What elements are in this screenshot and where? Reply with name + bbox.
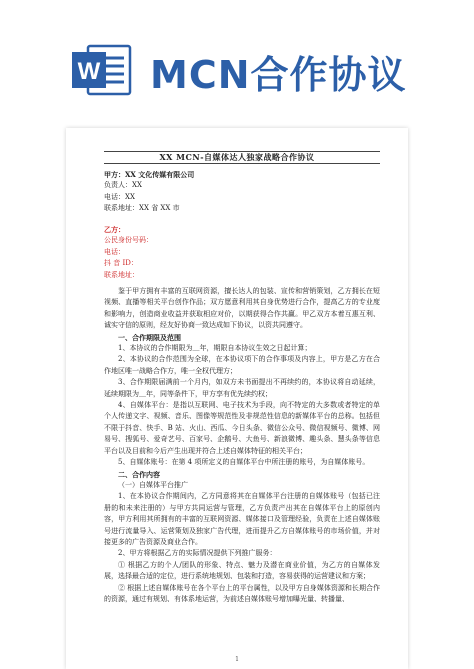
clause-1-2: 2、本协议的合作范围为全球，在本协议项下的合作事项及内容上，甲方是乙方在合作地区唯一战略合作方，唯一全权代理方；	[104, 355, 380, 375]
section-1-title: 一、合作期限及范围	[118, 332, 181, 342]
party-a-address: 联系地址：XX 省 XX 市	[104, 204, 180, 213]
contract-body	[104, 286, 380, 605]
party-b-id: 公民身份号码：	[104, 236, 153, 245]
clause-1-5: 5、自媒体账号：在第 4 项所定义的自媒体平台中所注册的账号，为自媒体账号。	[118, 458, 370, 467]
party-a-name: 甲方：XX 文化传媒有限公司	[104, 170, 195, 179]
svg-text:W: W	[77, 58, 101, 85]
banner-title: MCN合作协议	[150, 53, 407, 97]
title-rule	[104, 163, 380, 164]
word-document-icon	[70, 42, 134, 98]
clause-2-2-a: ① 根据乙方的个人/团队的形象、特点、魅力及潜在商业价值，为乙方的自媒体发展，选择最合适的定位，进行系统地规划、包装和打造，容易获得的运营建议和方案；	[104, 560, 380, 581]
document-title: XX MCN-自媒体达人独家战略合作协议	[159, 152, 315, 162]
section-2-subtitle: （一）自媒体平台推广	[118, 480, 188, 489]
party-a-phone: 电话：XX	[104, 192, 135, 201]
preamble: 鉴于甲方拥有丰富的互联网资源，擅长达人的包装、宣传和营销策划，乙方拥长在短视频、直播等相关平台创作作品；双方愿意利用其自身优势进行合作，提高乙方的专业度和影响力，创造商业收益并获取相应对价，以期获得合作共赢。甲乙双方本着互惠互利、诚实守信的原则，经友好协商一致达成如下协议，以资共同遵守。	[104, 287, 380, 330]
header-banner	[0, 0, 474, 110]
section-2-title: 二、合作内容	[118, 469, 160, 479]
clause-1-1: 1、本协议的合作期限为＿年，期限自本协议生效之日起计算；	[118, 344, 312, 353]
party-a-block	[104, 169, 380, 215]
clause-1-3: 3、合作期限届满前一个月内，如双方未书面提出不再续约的，本协议将自动延续，延续期限为＿年，同等条件下，甲方享有优先续约权；	[104, 378, 380, 398]
clause-1-4: 4、自媒体平台：是指以互联网、电子技术为手段，向不特定的大多数或者特定的单个人传递文字、视频、音乐、图像等规范性及非规范性信息的新媒体平台的总称。包括但不限于抖音、快手、B 站、火山、西瓜、今日头条、微信公众号、微信视频号、微博、网易号、搜狐号、爱奇艺号、百家号、企鹅号、大鱼号、新浪微博、趣头条、慧头条等信息平台以及目前和今后产生出现并符合上述自媒体特征的相关平台；	[104, 401, 380, 455]
document-page	[66, 128, 408, 669]
clause-2-1: 1、在本协议合作期间内，乙方同意将其在自媒体平台注册的自媒体账号（包括已注册的和未来注册的）与甲方共同运营与管理，乙方负责产出其在自媒体平台上的原创内容，甲方利用其所拥有的丰富的互联网资源、媒体接口及管理经验，负责在上述自媒体账号进行流量导入、运营策划及独家广告代理，进而提升乙方自媒体账号的市场价值，并对接更多的广告资源及商业合作。	[104, 492, 380, 546]
party-b-address: 联系地址：	[104, 270, 139, 279]
clause-2-2-b: ② 根据上述自媒体账号在各个平台上的平台属性，以及甲方自身媒体资源和长期合作的资源，通过有规划、有体系地运营，为前述自媒体账号增加曝光量、转播量、	[104, 583, 380, 603]
party-b-phone: 电话：	[104, 247, 125, 256]
page-number: 1	[235, 656, 239, 663]
party-a-rep: 负责人：XX	[104, 181, 142, 190]
party-b-platform-id: 抖 音 ID：	[104, 259, 138, 268]
party-b-name: 乙方：	[104, 225, 125, 234]
party-b-block	[104, 224, 380, 281]
clause-2-2: 2、甲方将根据乙方的实际情况提供下列推广服务：	[118, 549, 277, 558]
